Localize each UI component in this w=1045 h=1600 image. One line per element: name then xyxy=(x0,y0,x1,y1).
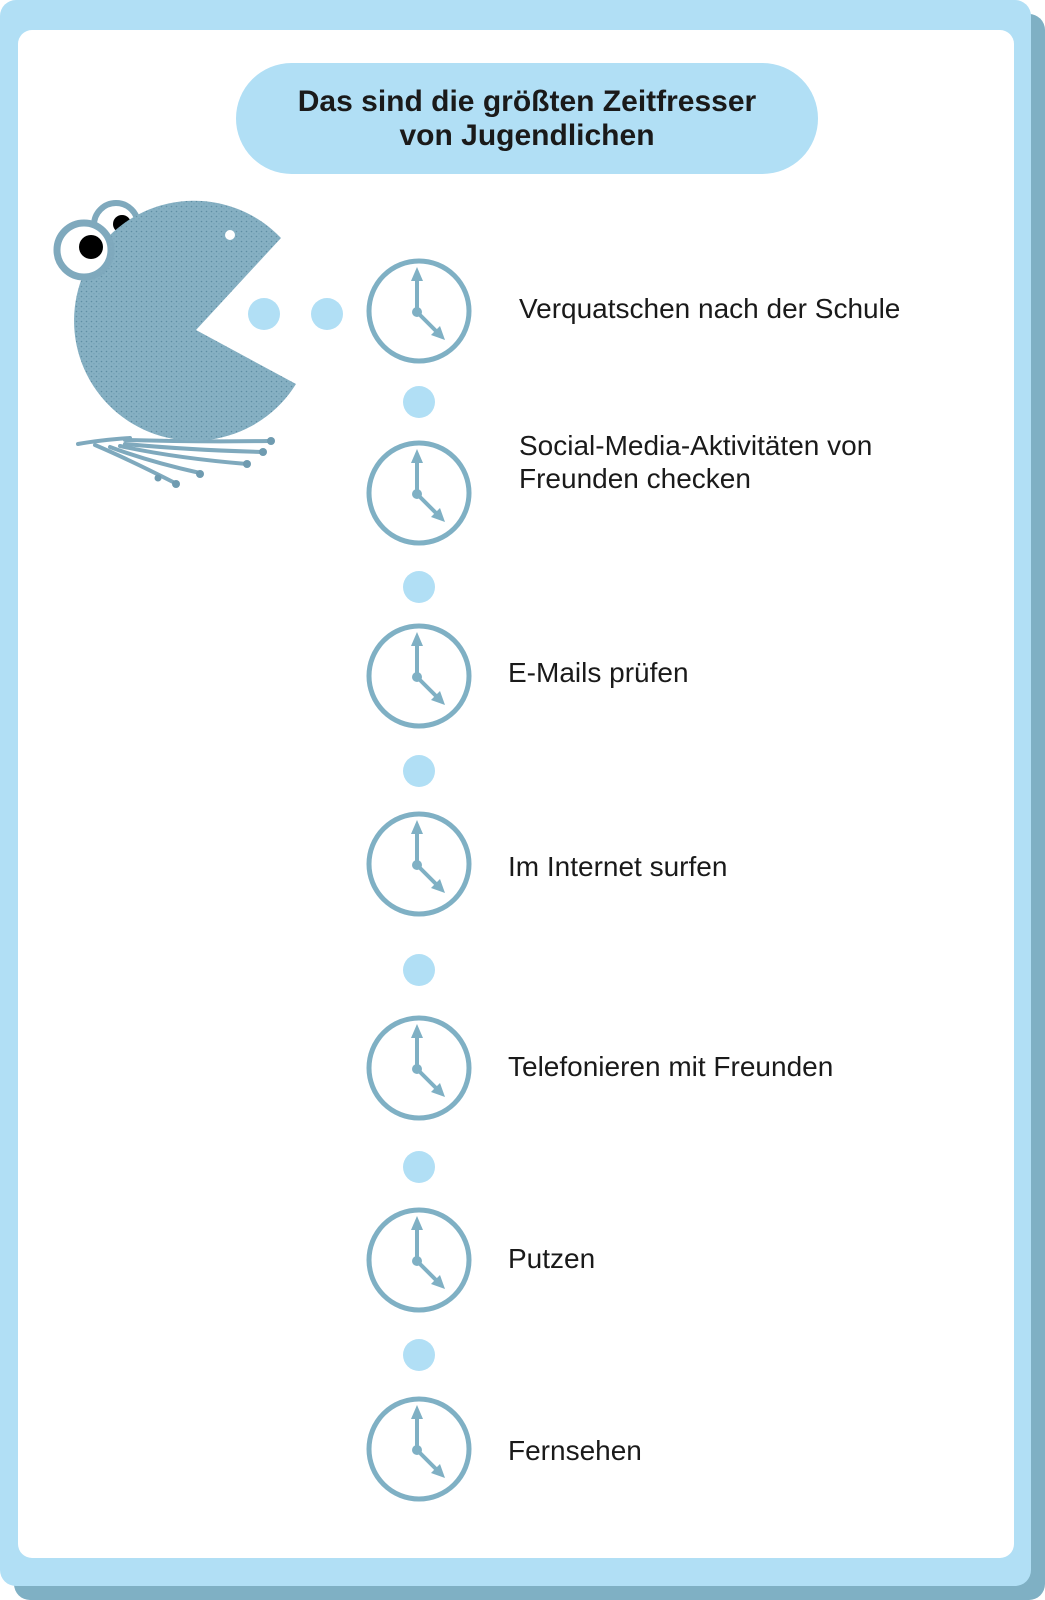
item-label xyxy=(519,429,872,495)
item-label xyxy=(508,1434,642,1467)
connector-dot xyxy=(403,386,435,418)
clock-icon xyxy=(369,261,469,361)
item-label-line: Freunden checken xyxy=(519,463,751,494)
clock-icon xyxy=(369,814,469,914)
connector-dot xyxy=(248,298,280,330)
clock-icon xyxy=(369,1018,469,1118)
item-label-line: Putzen xyxy=(508,1243,596,1274)
item-label-line: Im Internet surfen xyxy=(508,851,728,882)
clock-icon xyxy=(369,1399,469,1499)
frog-mascot-illustration xyxy=(57,201,296,488)
item-label-line: E-Mails prüfen xyxy=(508,657,689,688)
item-label xyxy=(508,1242,595,1275)
title-line-2: von Jugendlichen xyxy=(399,118,655,152)
connector-dot xyxy=(403,755,435,787)
connector-dot xyxy=(311,298,343,330)
item-label-line: Fernsehen xyxy=(508,1435,642,1466)
clock-icon xyxy=(369,626,469,726)
item-label xyxy=(508,850,727,883)
item-label xyxy=(508,1050,833,1083)
title-line-1: Das sind die größten Zeitfresser xyxy=(297,84,757,118)
connector-dot xyxy=(403,954,435,986)
connector-dot xyxy=(403,1151,435,1183)
item-label-line: Social-Media-Aktivitäten von xyxy=(519,430,873,461)
clock-icon xyxy=(369,1210,469,1310)
item-label xyxy=(519,292,900,325)
connector-dot xyxy=(403,1339,435,1371)
clock-icon xyxy=(369,443,469,543)
item-label xyxy=(508,656,689,689)
item-label-line: Verquatschen nach der Schule xyxy=(519,293,901,324)
connector-dot xyxy=(403,571,435,603)
item-label-line: Telefonieren mit Freunden xyxy=(508,1051,834,1082)
